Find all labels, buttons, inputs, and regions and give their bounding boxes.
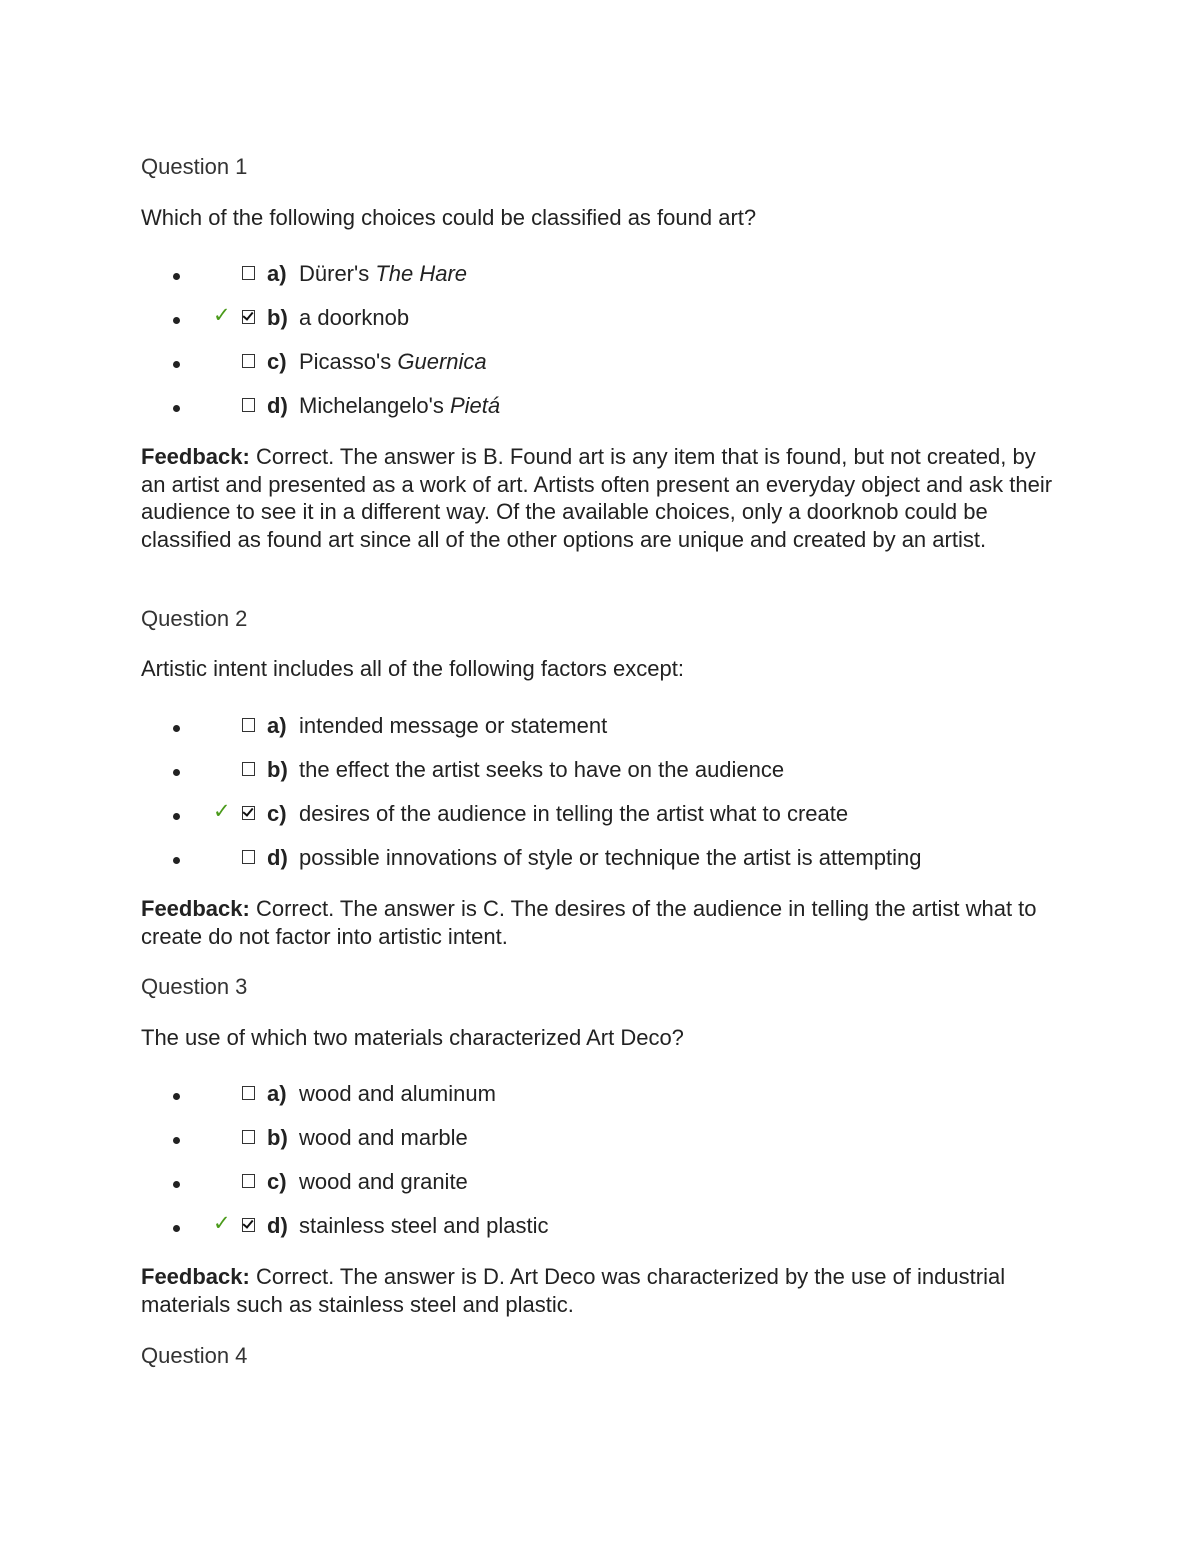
question-2-title: Question 2 xyxy=(141,606,248,631)
bullet xyxy=(173,1137,180,1144)
option-text: intended message or statement xyxy=(299,713,608,738)
feedback-label: Feedback: xyxy=(141,1264,250,1289)
option-letter: d) xyxy=(267,845,288,870)
question-2-option-b[interactable] xyxy=(141,757,1041,787)
option-text: wood and aluminum xyxy=(299,1081,496,1106)
checkbox-icon[interactable] xyxy=(242,850,255,864)
question-1-option-b[interactable] xyxy=(141,305,1041,335)
checkbox-icon[interactable] xyxy=(242,266,255,280)
bullet xyxy=(173,405,180,412)
question-1-title: Question 1 xyxy=(141,154,248,179)
option-letter: a) xyxy=(267,261,287,286)
option-text: stainless steel and plastic xyxy=(299,1213,549,1238)
checkbox-icon[interactable] xyxy=(242,1218,255,1232)
bullet xyxy=(173,317,180,324)
checkbox-icon[interactable] xyxy=(242,806,255,820)
option-letter: b) xyxy=(267,1125,288,1150)
option-text: possible innovations of style or technique the artist is attempting xyxy=(299,845,922,870)
bullet xyxy=(173,361,180,368)
bullet xyxy=(173,725,180,732)
checkbox-icon[interactable] xyxy=(242,762,255,776)
checkmark-icon: ✓ xyxy=(213,304,231,327)
feedback-text: Correct. The answer is B. Found art is any item that is found, but not created, by an artist and presented as a work of art. Artists often present an everyday object and ask their audience to see it in a different way. Of the available choices, only a doorknob could be classified as found art since all of the other options are unique and created by an artist. xyxy=(141,444,1053,552)
bullet xyxy=(173,769,180,776)
option-text: a doorknob xyxy=(299,305,410,330)
feedback-label: Feedback: xyxy=(141,896,250,921)
option-letter: b) xyxy=(267,305,288,330)
checkbox-icon[interactable] xyxy=(242,354,255,368)
question-1-option-d[interactable] xyxy=(141,393,1041,423)
option-text: Dürer's The Hare xyxy=(299,261,468,286)
bullet xyxy=(173,857,180,864)
bullet xyxy=(173,273,180,280)
option-letter: d) xyxy=(267,393,288,418)
question-2-option-c[interactable] xyxy=(141,801,1041,831)
checkbox-icon[interactable] xyxy=(242,718,255,732)
option-text: the effect the artist seeks to have on the audience xyxy=(299,757,785,782)
checkbox-icon[interactable] xyxy=(242,1130,255,1144)
feedback-text: Correct. The answer is D. Art Deco was characterized by the use of industrial materials such as stainless steel and plastic. xyxy=(141,1264,1006,1317)
option-text: wood and marble xyxy=(299,1125,468,1150)
option-letter: c) xyxy=(267,1169,287,1194)
question-1-feedback xyxy=(141,443,1061,553)
option-letter: a) xyxy=(267,1081,287,1106)
question-4-title: Question 4 xyxy=(141,1343,248,1368)
question-1-option-c[interactable] xyxy=(141,349,1041,379)
checkbox-icon[interactable] xyxy=(242,1174,255,1188)
option-letter: c) xyxy=(267,349,287,374)
checkbox-icon[interactable] xyxy=(242,398,255,412)
bullet xyxy=(173,1225,180,1232)
checkmark-icon: ✓ xyxy=(213,1212,231,1235)
checkbox-icon[interactable] xyxy=(242,310,255,324)
option-text: desires of the audience in telling the artist what to create xyxy=(299,801,849,826)
bullet xyxy=(173,813,180,820)
feedback-label: Feedback: xyxy=(141,444,250,469)
question-2-option-d[interactable] xyxy=(141,845,1041,875)
option-letter: a) xyxy=(267,713,287,738)
question-1-text: Which of the following choices could be classified as found art? xyxy=(141,205,757,230)
checkmark-icon: ✓ xyxy=(213,800,231,823)
question-2-option-a[interactable] xyxy=(141,713,1041,743)
option-text: Picasso's Guernica xyxy=(299,349,487,374)
question-3-option-a[interactable] xyxy=(141,1081,1041,1111)
question-3-option-c[interactable] xyxy=(141,1169,1041,1199)
feedback-text: Correct. The answer is C. The desires of the audience in telling the artist what to create do not factor into artistic intent. xyxy=(141,896,1037,949)
option-letter: c) xyxy=(267,801,287,826)
option-text: wood and granite xyxy=(299,1169,468,1194)
question-3-feedback xyxy=(141,1263,1061,1318)
option-text: Michelangelo's Pietá xyxy=(299,393,501,418)
checkbox-icon[interactable] xyxy=(242,1086,255,1100)
option-letter: b) xyxy=(267,757,288,782)
question-3-text: The use of which two materials characterized Art Deco? xyxy=(141,1025,684,1050)
bullet xyxy=(173,1181,180,1188)
question-2-feedback xyxy=(141,895,1061,950)
question-3-option-d[interactable] xyxy=(141,1213,1041,1243)
question-2-text: Artistic intent includes all of the following factors except: xyxy=(141,656,684,681)
option-letter: d) xyxy=(267,1213,288,1238)
bullet xyxy=(173,1093,180,1100)
question-3-option-b[interactable] xyxy=(141,1125,1041,1155)
question-1-option-a[interactable] xyxy=(141,261,1041,291)
question-3-title: Question 3 xyxy=(141,974,248,999)
